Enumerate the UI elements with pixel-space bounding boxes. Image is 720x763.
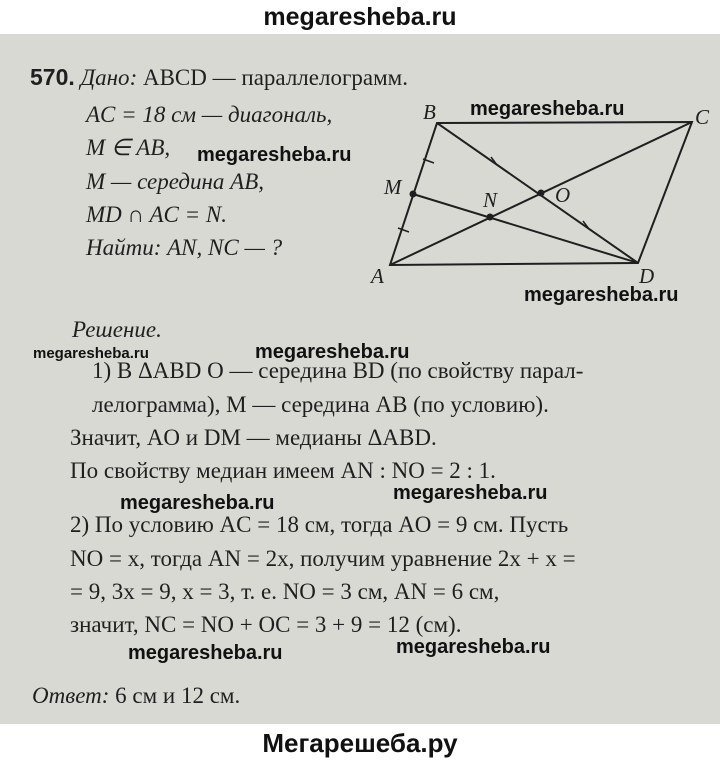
solution-label: Решение. (72, 317, 162, 342)
watermark: megaresheba.ru (120, 492, 275, 514)
point-m (410, 191, 417, 198)
label-d: D (639, 264, 655, 288)
watermark: megaresheba.ru (524, 284, 679, 306)
solution-line: 1) В ΔABD O — середина BD (по свойству парал- (92, 358, 584, 383)
solution-line: NO = x, тогда AN = 2x, получим уравнение 2x + x = (70, 546, 576, 571)
label-b: B (423, 100, 436, 124)
watermark: megaresheba.ru (197, 144, 352, 166)
segment-md (413, 194, 638, 263)
solution-line: значит, NC = NO + OC = 3 + 9 = 12 (см). (70, 612, 462, 637)
watermark: megaresheba.ru (393, 482, 548, 504)
solution-line: Значит, AO и DM — медианы ΔABD. (70, 425, 437, 450)
watermark: megaresheba.ru (255, 341, 410, 363)
site-footer: Мегарешеба.ру (0, 724, 720, 763)
label-a: A (371, 264, 384, 288)
given-line: AC = 18 см — диагональ, (86, 102, 333, 127)
point-n (487, 214, 494, 221)
given-line: M — середина AB, (86, 169, 265, 194)
problem-number: 570. (30, 64, 75, 90)
label-o: O (555, 183, 571, 207)
watermark: megaresheba.ru (128, 642, 283, 664)
given-label: Дано (80, 65, 130, 90)
given-line: MD ∩ AC = N. (86, 202, 227, 227)
point-o (538, 190, 545, 197)
label-c: C (695, 105, 710, 129)
solution-line: По свойству медиан имеем AN : NO = 2 : 1. (70, 458, 496, 483)
solution-line: 2) По условию AC = 18 см, тогда AO = 9 см. Пусть (70, 512, 569, 537)
watermark: megaresheba.ru (396, 636, 551, 658)
watermark: megaresheba.ru (33, 345, 149, 362)
given-line: M ∈ AB, (86, 135, 171, 160)
given-line: ABCD — параллелограмм. (142, 65, 408, 90)
answer-label: Ответ (32, 683, 102, 708)
problem-heading: 570. Дано: ABCD — параллелограмм. (30, 64, 408, 90)
solution-line: лелограмма), M — середина AB (по условию). (92, 392, 549, 417)
label-m: M (384, 175, 402, 199)
solution-line: = 9, 3x = 9, x = 3, т. е. NO = 3 см, AN = 6 см, (70, 579, 500, 604)
site-header: megaresheba.ru (0, 0, 720, 34)
given-line: Найти: AN, NC — ? (86, 235, 283, 260)
tick-mark (398, 228, 409, 232)
watermark: megaresheba.ru (470, 98, 625, 120)
label-n: N (483, 188, 498, 212)
answer-value: 6 см и 12 см. (115, 683, 241, 708)
answer-line: Ответ: 6 см и 12 см. (32, 683, 241, 708)
